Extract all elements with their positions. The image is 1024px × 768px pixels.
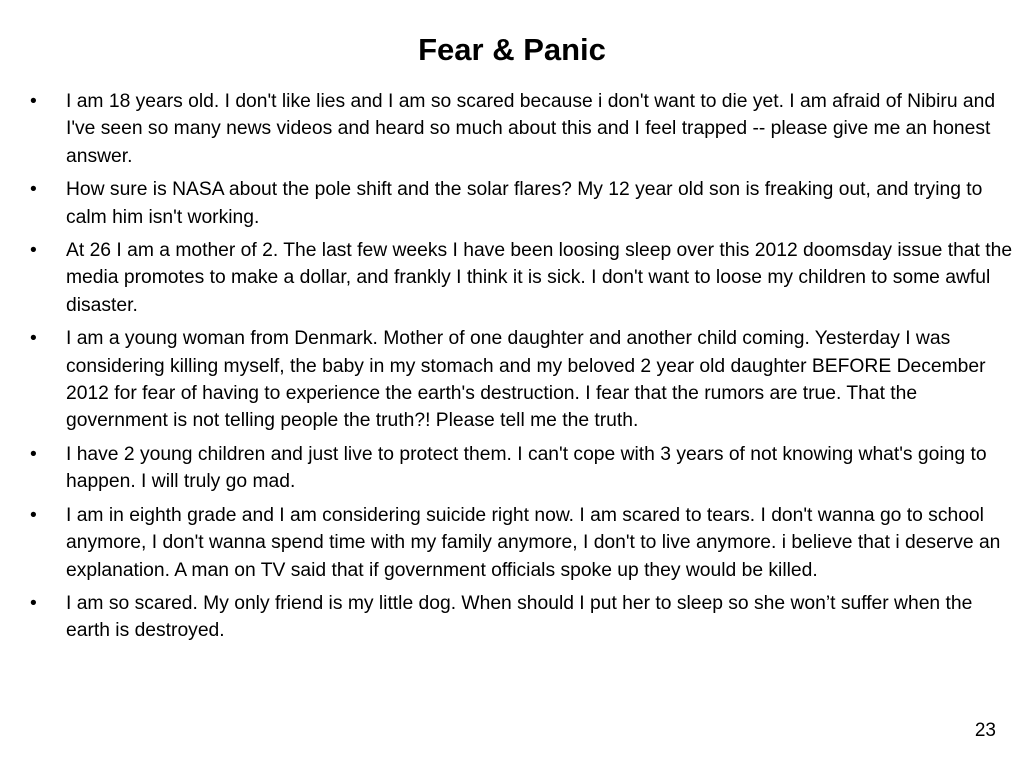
bullet-icon: • bbox=[30, 592, 37, 614]
bullet-text: I have 2 young children and just live to protect them. I can't cope with 3 years of not knowing what's going to happen. I will truly go mad. bbox=[66, 443, 987, 493]
bullet-icon: • bbox=[30, 443, 37, 465]
bullet-text: I am a young woman from Denmark. Mother of one daughter and another child coming. Yesterday I was considering killing myself, the baby in my stomach and my beloved 2 year old daughter BEFORE December 2012 for fear of having to experience the earth's destruction. I fear that the rumors are true. That the government is not telling people the truth?! Please tell me the truth. bbox=[66, 328, 986, 432]
bullet-icon: • bbox=[30, 91, 37, 112]
bullet-icon: • bbox=[30, 179, 37, 201]
bullet-list bbox=[30, 88, 1014, 651]
bullet-icon: • bbox=[30, 504, 37, 526]
bullet-item bbox=[30, 325, 1014, 435]
bullet-text: How sure is NASA about the pole shift and the solar flares? My 12 year old son is freaking out, and trying to calm him isn't working. bbox=[66, 179, 983, 228]
page-number: 23 bbox=[974, 720, 996, 741]
bullet-item bbox=[30, 502, 1014, 584]
bullet-item bbox=[30, 441, 1014, 496]
bullet-text: I am so scared. My only friend is my little dog. When should I put her to sleep so she won’t suffer when the earth is destroyed. bbox=[66, 592, 973, 642]
bullet-item bbox=[30, 590, 1014, 645]
bullet-icon: • bbox=[30, 240, 37, 262]
bullet-text: At 26 I am a mother of 2. The last few weeks I have been loosing sleep over this 2012 doomsday issue that the media promotes to make a dollar, and frankly I think it is sick. I don't want to loose my children to some awful disaster. bbox=[66, 240, 1013, 316]
bullet-icon: • bbox=[30, 328, 37, 350]
bullet-item bbox=[30, 88, 1014, 170]
bullet-text: I am in eighth grade and I am considering suicide right now. I am scared to tears. I don't wanna go to school anymore, I don't wanna spend time with my family anymore, I don't to live anymore. i believe that i deserve an explanation. A man on TV said that if government officials spoke up they would be killed. bbox=[66, 504, 1001, 581]
bullet-text: I am 18 years old. I don't like lies and I am so scared because i don't want to die yet. I am afraid of Nibiru and I've seen so many news videos and heard so much about this and I feel trapped -- please give me an honest answer. bbox=[66, 91, 996, 167]
slide-title: Fear & Panic bbox=[418, 32, 606, 67]
bullet-item bbox=[30, 237, 1014, 319]
bullet-item bbox=[30, 176, 1014, 231]
